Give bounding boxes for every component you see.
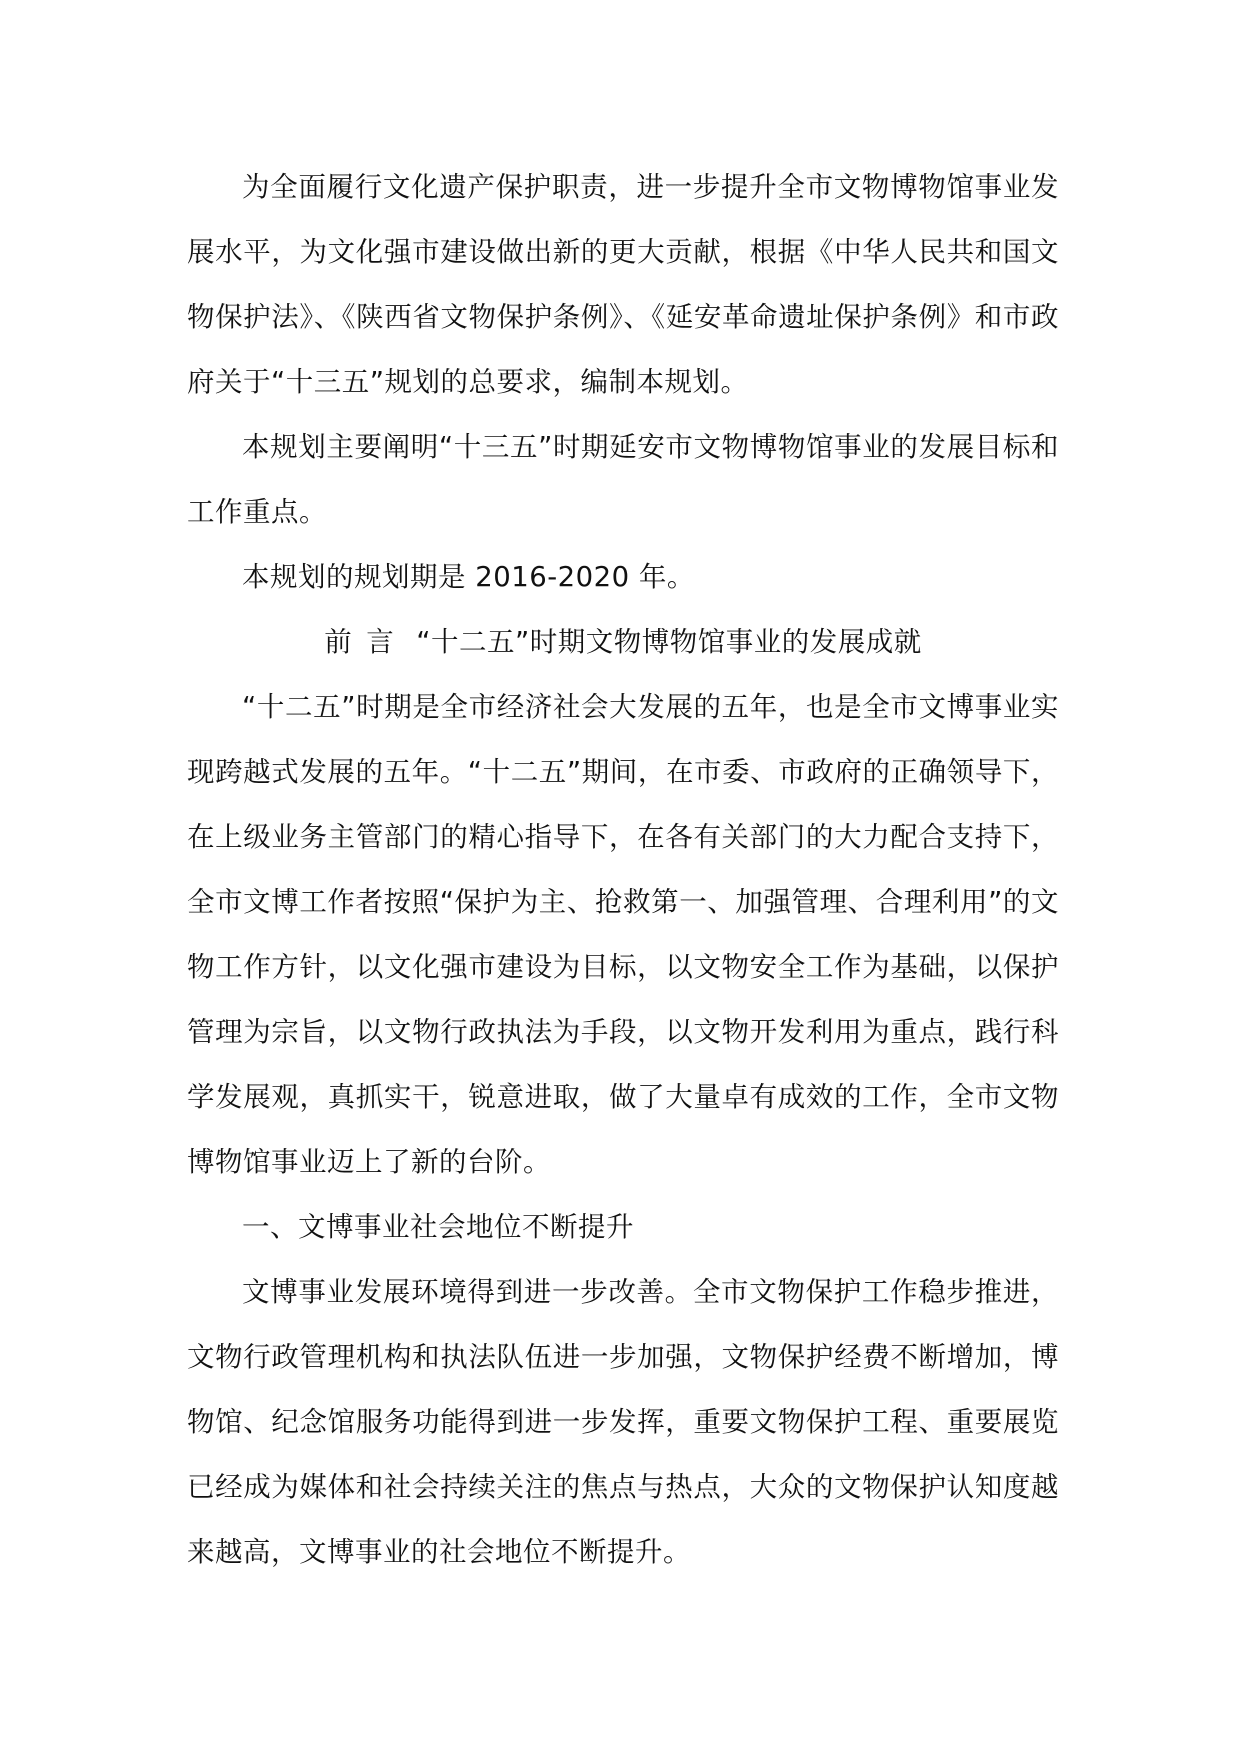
preface-heading-char-1: 前 — [324, 626, 353, 658]
intro-paragraph-1: 为全面履行文化遗产保护职责，进一步提升全市文物博物馆事业发展水平，为文化强市建设做出新的更大贡献，根据《中华人民共和国文物保护法》、《陕西省文物保护条例》、《延安革命遗址保护条例》和市政府关于“十三五”规划的总要求，编制本规划。 — [187, 171, 1059, 398]
preface-paragraph: “十二五”时期是全市经济社会大发展的五年，也是全市文博事业实现跨越式发展的五年。“十二五”期间，在市委、市政府的正确领导下，在上级业务主管部门的精心指导下，在各有关部门的大力配合支持下，全市文博工作者按照“保护为主、抢救第一、加强管理、合理利用”的文物工作方针，以文化强市建设为目标，以文物安全工作为基础，以保护管理为宗旨，以文物行政执法为手段，以文物开发利用为重点，践行科学发展观，真抓实干，锐意进取，做了大量卓有成效的工作，全市文物博物馆事业迈上了新的台阶。 — [187, 691, 1059, 1178]
preface-heading-subtitle: “十二五”时期文物博物馆事业的发展成就 — [416, 626, 922, 658]
preface-heading — [187, 610, 1059, 675]
preface-heading-char-2: 言 — [366, 626, 395, 658]
intro-paragraph-2: 本规划主要阐明“十三五”时期延安市文物博物馆事业的发展目标和工作重点。 — [187, 431, 1059, 528]
section-1-paragraph: 文博事业发展环境得到进一步改善。全市文物保护工作稳步推进，文物行政管理机构和执法队伍进一步加强，文物保护经费不断增加，博物馆、纪念馆服务功能得到进一步发挥，重要文物保护工程、重要展览已经成为媒体和社会持续关注的焦点与热点，大众的文物保护认知度越来越高，文博事业的社会地位不断提升。 — [187, 1276, 1059, 1568]
section-1-title: 一、文博事业社会地位不断提升 — [242, 1211, 634, 1243]
intro-paragraph-3: 本规划的规划期是 2016-2020 年。 — [242, 561, 695, 593]
document-page — [187, 155, 1059, 1585]
